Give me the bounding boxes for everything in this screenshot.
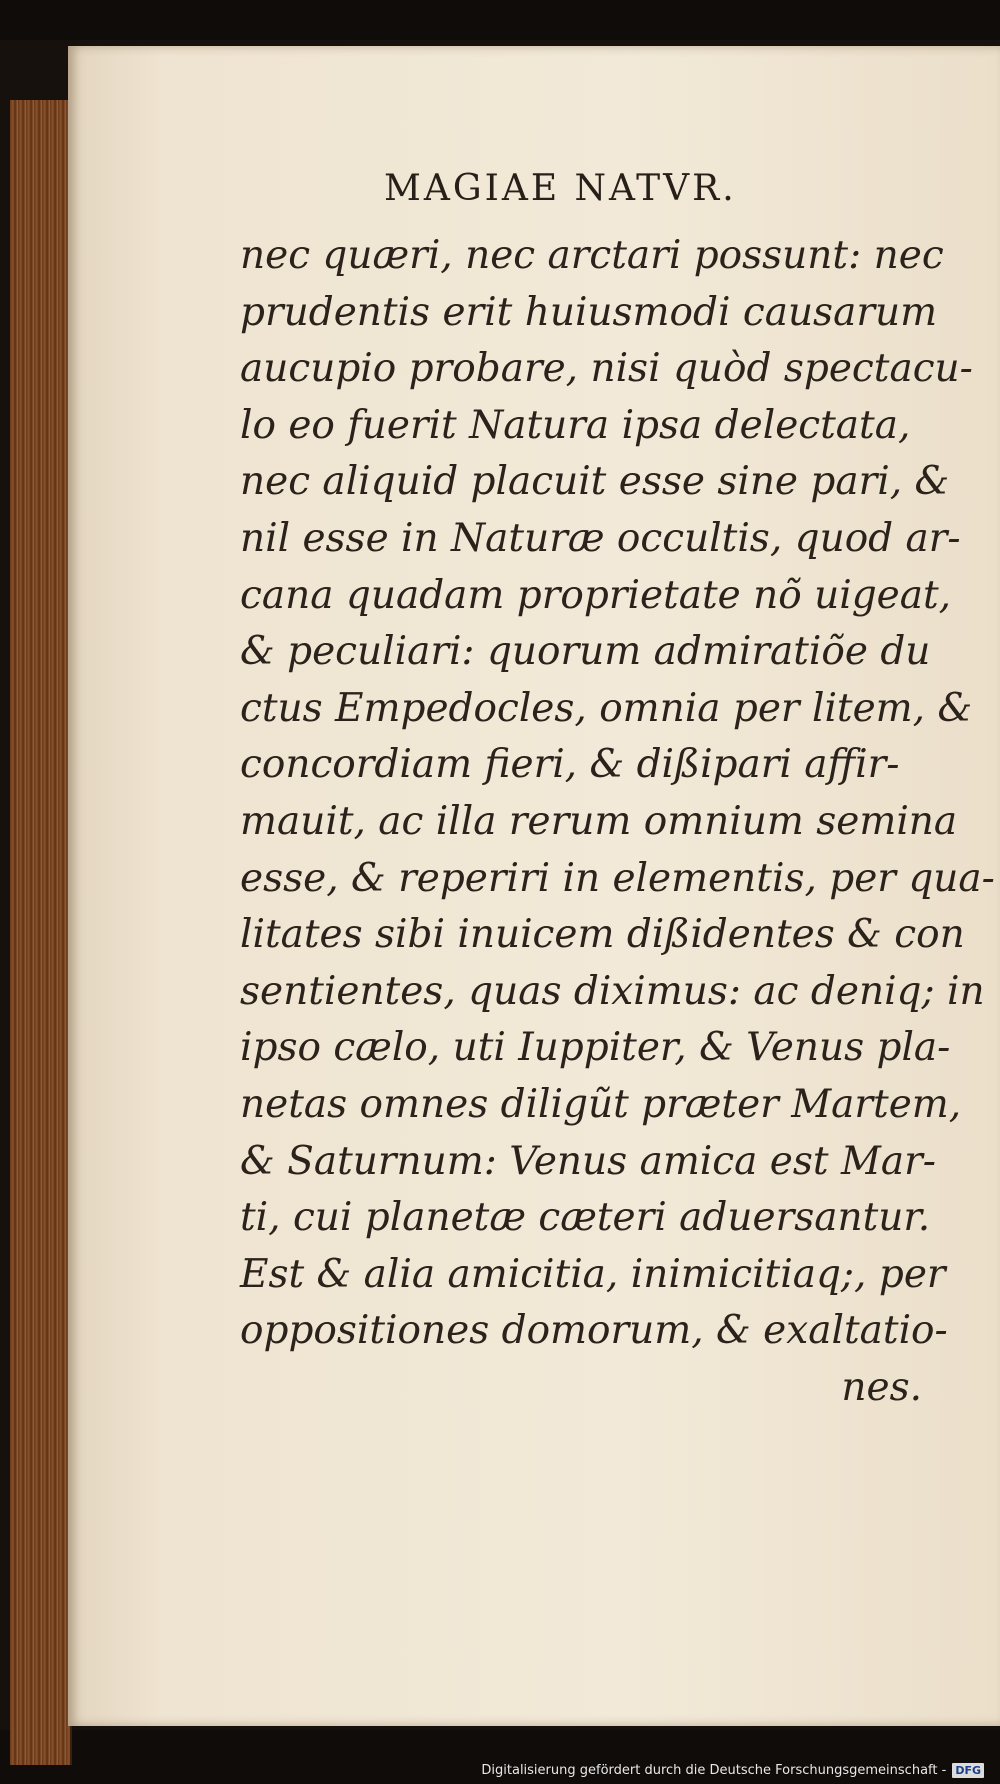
page-text	[240, 228, 995, 1416]
text-line: ipso cælo, uti Iuppiter, & Venus pla-	[240, 1025, 951, 1071]
text-line: & peculiari: quorum admiratiõe du	[240, 629, 931, 675]
text-line: esse, & reperiri in elementis, per qua-	[240, 855, 995, 901]
text-line: aucupio probare, nisi quòd spectacu-	[240, 346, 973, 392]
text-line: & Saturnum: Venus amica est Mar-	[240, 1138, 936, 1184]
text-line: mauit, ac illa rerum omnium semina	[240, 798, 958, 844]
text-line: oppositiones domorum, & exaltatio-	[240, 1308, 948, 1354]
catchword: nes.	[841, 1364, 922, 1410]
text-line: lo eo fuerit Natura ipsa delectata,	[240, 402, 911, 448]
text-line: sentientes, quas diximus: ac deniq; in	[240, 968, 985, 1014]
digitization-credit	[481, 1763, 984, 1778]
text-line: ctus Empedocles, omnia per litem, &	[240, 685, 973, 731]
text-line: prudentis erit huiusmodi causarum	[240, 289, 938, 335]
text-line: nec quæri, nec arctari possunt: nec	[240, 233, 944, 278]
text-line: netas omnes diligũt præter Martem,	[240, 1081, 962, 1127]
text-line: ti, cui planetæ cæteri aduersantur.	[240, 1195, 931, 1241]
text-line: nec aliquid placuit esse sine pari, &	[240, 459, 950, 505]
text-line: litates sibi inuicem dißidentes & con	[240, 912, 965, 958]
dfg-logo-icon: DFG	[952, 1763, 984, 1778]
text-line: concordiam fieri, & dißipari affir-	[240, 742, 900, 788]
page-edges	[10, 100, 72, 1765]
credit-text: Digitalisierung gefördert durch die Deutsche Forschungsgemeinschaft -	[481, 1763, 947, 1778]
text-line: Est & alia amicitia, inimicitiaq;, per	[240, 1251, 946, 1297]
text-line: nil esse in Naturæ occultis, quod ar-	[240, 515, 961, 561]
running-head: MAGIAE NATVR.	[384, 168, 737, 209]
text-line: cana quadam proprietate nõ uigeat,	[240, 572, 952, 618]
